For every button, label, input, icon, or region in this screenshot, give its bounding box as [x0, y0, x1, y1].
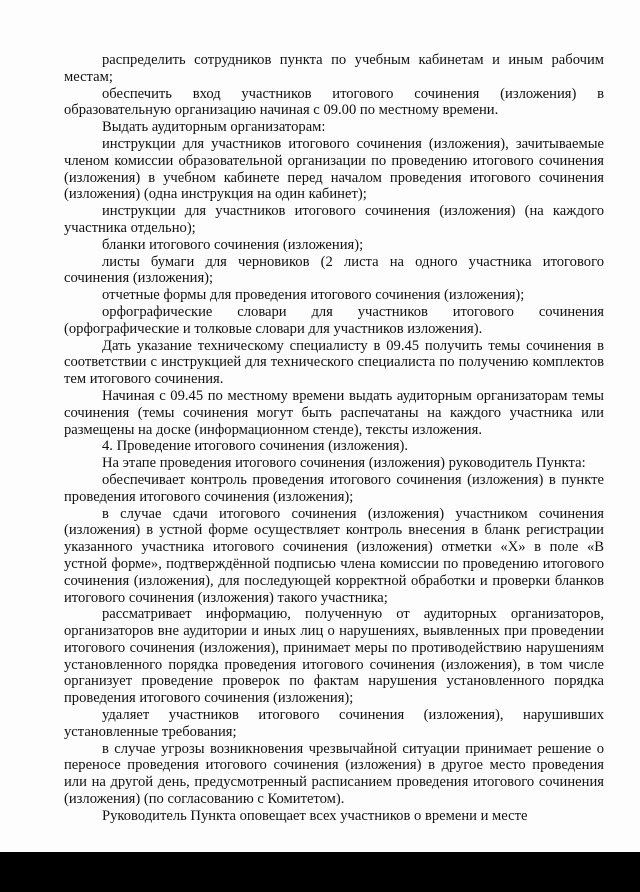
paragraph-head-duties-intro: На этапе проведения итогового сочинения (изложения) руководитель Пункта: — [102, 455, 586, 472]
paragraph-issue-organizers: Выдать аудиторным организаторам: — [102, 119, 326, 136]
paragraph-forms: бланки итогового сочинения (изложения); — [102, 236, 364, 253]
section-heading-4: 4. Проведение итогового сочинения (изложения). — [102, 438, 409, 455]
paragraph-dictionaries: орфографические словари для участников итогового сочинения (орфографические и толковые словари для участников изложения). — [64, 303, 604, 337]
paragraph-instructions-participants: инструкции для участников итогового сочинения (изложения) (на каждого участника отдельно); — [64, 203, 604, 236]
document-body — [64, 52, 604, 825]
paragraph-report-forms: отчетные формы для проведения итогового сочинения (изложения); — [102, 287, 525, 304]
paragraph-emergency: в случае угрозы возникновения чрезвычайной ситуации принимает решение о переносе проведения итогового сочинения (изложения) в другое место проведения или на другой день, предусмотренный расписанием проведения итогового сочинения (изложения) (по согласованию с Комитетом). — [64, 740, 604, 808]
paragraph-distribute-staff: распределить сотрудников пункта по учебным кабинетам и иным рабочим местам; — [64, 52, 604, 85]
scan-bottom-bar — [0, 852, 640, 892]
paragraph-ensure-entry: обеспечить вход участников итогового сочинения (изложения) в образовательную организацию начиная с 09.00 по местному времени. — [64, 85, 604, 119]
paragraph-notify: Руководитель Пункта оповещает всех участников о времени и месте — [102, 807, 528, 824]
paragraph-draft-sheets: листы бумаги для черновиков (2 листа на одного участника итогового сочинения (изложения); — [64, 253, 604, 287]
paragraph-remove-participants: удаляет участников итогового сочинения (изложения), нарушивших установленные требования; — [64, 707, 604, 740]
paragraph-oral-form: в случае сдачи итогового сочинения (изложения) участником сочинения (изложения) в устной форме осуществляет контроль внесения в бланк регистрации указанного участника итогового сочинения (изложения) отметки «X» в поле «В устной форме», подтверждённой подписью члена комиссии по проведению итогового сочинения (изложения), для последующей корректной обработки и проверки бланков итогового сочинения (изложения) такого участника; — [64, 505, 604, 606]
paragraph-violations: рассматривает информацию, полученную от аудиторных организаторов, организаторов вне аудитории и иных лиц о нарушениях, выявленных при проведении итогового сочинения (изложения), принимает меры по противодействию нарушениям установленного порядка проведения итогового сочинения (изложения), в том числе организует проведение проверок по фактам нарушения установленного порядка проведения итогового сочинения (изложения); — [64, 606, 604, 707]
paragraph-control: обеспечивает контроль проведения итогового сочинения (изложения) в пункте проведения итогового сочинения (изложения); — [64, 471, 604, 505]
paragraph-issue-topics: Начиная с 09.45 по местному времени выдать аудиторным организаторам темы сочинения (темы сочинения могут быть распечатаны на каждого участника или размещены на доске (информационном стенде), тексты изложения. — [64, 387, 604, 438]
paragraph-tech-specialist: Дать указание техническому специалисту в 09.45 получить темы сочинения в соответствии с инструкцией для технического специалиста по получению комплектов тем итогового сочинения. — [64, 337, 604, 388]
paragraph-instructions-commission: инструкции для участников итогового сочинения (изложения), зачитываемые членом комиссии образовательной организации по проведению итогового сочинения (изложения) в учебном кабинете перед началом проведения итогового сочинения (изложения) (одна инструкция на один кабинет); — [64, 135, 604, 203]
